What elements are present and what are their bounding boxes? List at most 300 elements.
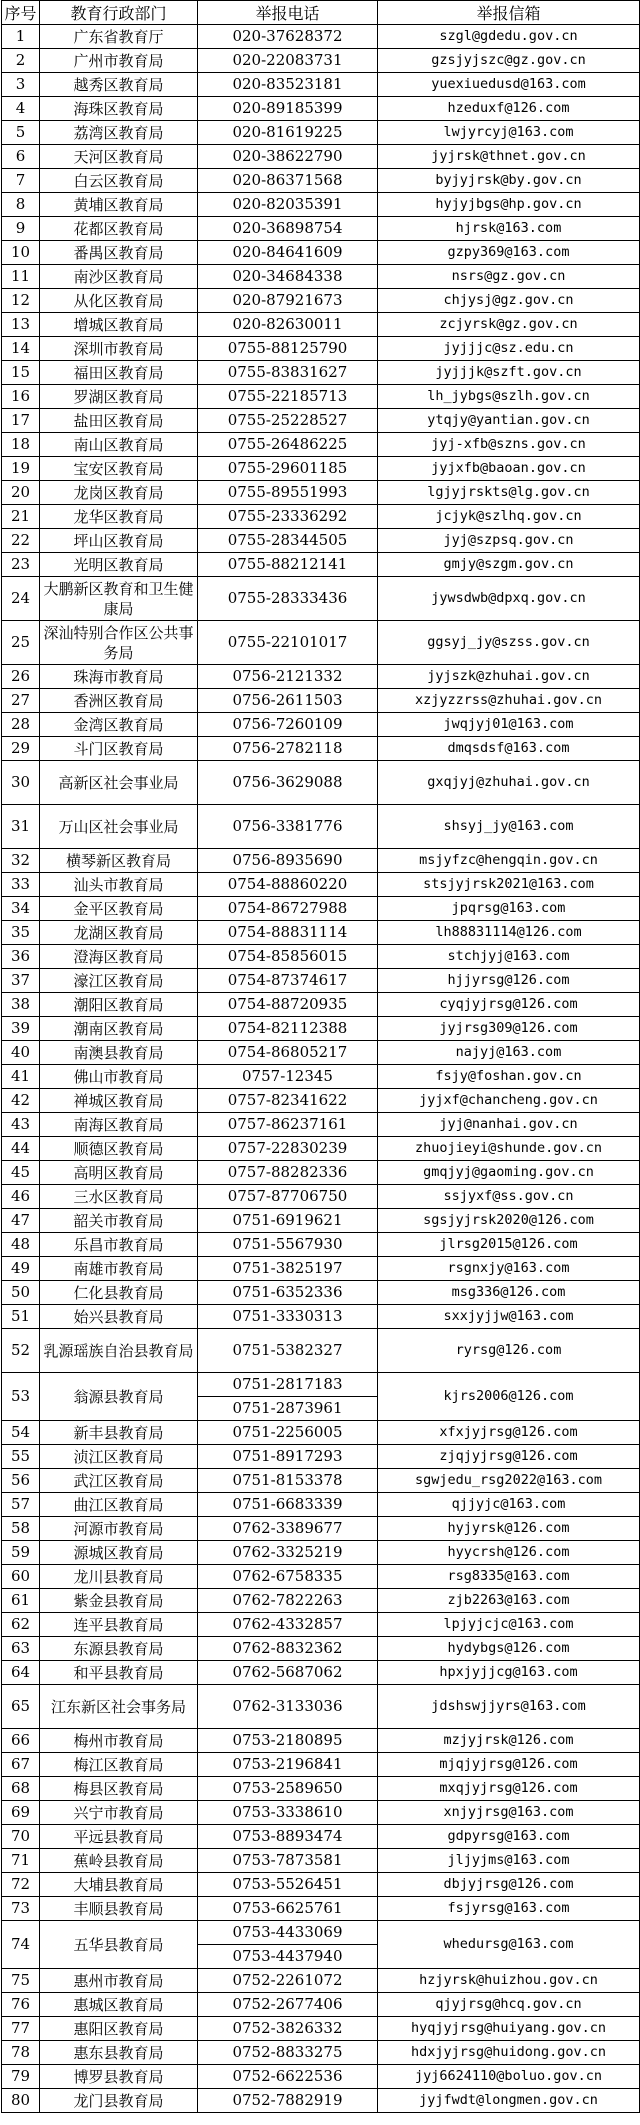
table-row [2, 1185, 640, 1209]
report-email: hpxjyjjcg@163.com [378, 1661, 640, 1685]
department-name: 平远县教育局 [40, 1825, 198, 1849]
table-row [2, 1017, 640, 1041]
department-name: 东源县教育局 [40, 1637, 198, 1661]
table-row [2, 1589, 640, 1613]
table-row [2, 1565, 640, 1589]
row-number: 49 [2, 1257, 40, 1281]
department-name: 曲江区教育局 [40, 1493, 198, 1517]
row-number: 61 [2, 1589, 40, 1613]
report-phone: 0752-3826332 [198, 2017, 378, 2041]
report-phone: 0755-25228527 [198, 409, 378, 433]
row-number: 11 [2, 265, 40, 289]
table-row [2, 553, 640, 577]
table-row [2, 385, 640, 409]
report-phone: 0752-7882919 [198, 2089, 378, 2113]
department-name: 大埔县教育局 [40, 1873, 198, 1897]
row-number: 76 [2, 1993, 40, 2017]
department-name: 惠阳区教育局 [40, 2017, 198, 2041]
row-number: 45 [2, 1161, 40, 1185]
table-row [2, 529, 640, 553]
report-phone: 0751-6919621 [198, 1209, 378, 1233]
report-email: sxxjyjjw@163.com [378, 1305, 640, 1329]
department-name: 光明区教育局 [40, 553, 198, 577]
row-number: 80 [2, 2089, 40, 2113]
row-number: 3 [2, 73, 40, 97]
table-row [2, 25, 640, 49]
report-email: szgl@gdedu.gov.cn [378, 25, 640, 49]
report-email: jdshswjjyrs@163.com [378, 1685, 640, 1729]
row-number: 48 [2, 1233, 40, 1257]
report-email: gmqjyj@gaoming.gov.cn [378, 1161, 640, 1185]
department-name: 始兴县教育局 [40, 1305, 198, 1329]
table-row [2, 849, 640, 873]
department-name: 濠江区教育局 [40, 969, 198, 993]
table-row [2, 217, 640, 241]
report-phone: 0751-2256005 [198, 1421, 378, 1445]
report-phone: 0753-2589650 [198, 1777, 378, 1801]
table-row [2, 457, 640, 481]
row-number: 67 [2, 1753, 40, 1777]
report-email: lwjyrcyj@163.com [378, 121, 640, 145]
row-number: 31 [2, 805, 40, 849]
report-phone: 0752-2261072 [198, 1969, 378, 1993]
department-name: 福田区教育局 [40, 361, 198, 385]
report-phone: 0751-6683339 [198, 1493, 378, 1517]
table-row [2, 1993, 640, 2017]
report-email: mjqjyjrsg@126.com [378, 1753, 640, 1777]
table-row [2, 1065, 640, 1089]
department-name: 乳源瑶族自治县教育局 [40, 1329, 198, 1373]
department-name: 南雄市教育局 [40, 1257, 198, 1281]
row-number: 47 [2, 1209, 40, 1233]
table-row [2, 145, 640, 169]
row-number: 60 [2, 1565, 40, 1589]
table-row [2, 1305, 640, 1329]
row-number: 70 [2, 1825, 40, 1849]
report-email: hjrsk@163.com [378, 217, 640, 241]
row-number: 5 [2, 121, 40, 145]
row-number: 40 [2, 1041, 40, 1065]
report-phone: 0757-22830239 [198, 1137, 378, 1161]
table-row [2, 993, 640, 1017]
report-email: zjqjyjrsg@126.com [378, 1445, 640, 1469]
header-email: 举报信箱 [378, 1, 640, 25]
row-number: 25 [2, 621, 40, 665]
report-phone: 0756-2782118 [198, 737, 378, 761]
report-email: jyjszk@zhuhai.gov.cn [378, 665, 640, 689]
department-name: 天河区教育局 [40, 145, 198, 169]
department-name: 白云区教育局 [40, 169, 198, 193]
table-header [2, 1, 640, 25]
report-phone: 0751-6352336 [198, 1281, 378, 1305]
report-email: sgsjyjrsk2020@126.com [378, 1209, 640, 1233]
report-email: stchjyj@163.com [378, 945, 640, 969]
report-phone: 020-86371568 [198, 169, 378, 193]
report-email: ggsyj_jy@szss.gov.cn [378, 621, 640, 665]
report-phone: 0751-8917293 [198, 1445, 378, 1469]
department-name: 金湾区教育局 [40, 713, 198, 737]
row-number: 29 [2, 737, 40, 761]
report-phone: 0755-29601185 [198, 457, 378, 481]
department-name: 惠州市教育局 [40, 1969, 198, 1993]
department-name: 南山区教育局 [40, 433, 198, 457]
row-number: 50 [2, 1281, 40, 1305]
row-number: 22 [2, 529, 40, 553]
report-email: yuexiuedusd@163.com [378, 73, 640, 97]
row-number: 78 [2, 2041, 40, 2065]
row-number: 57 [2, 1493, 40, 1517]
department-name: 博罗县教育局 [40, 2065, 198, 2089]
table-row [2, 1969, 640, 1993]
report-email: hyycrsh@126.com [378, 1541, 640, 1565]
table-row [2, 313, 640, 337]
table-row [2, 1113, 640, 1137]
report-email: hyjyrsk@126.com [378, 1517, 640, 1541]
row-number: 41 [2, 1065, 40, 1089]
report-phone: 020-22083731 [198, 49, 378, 73]
report-phone: 0755-88125790 [198, 337, 378, 361]
table-row [2, 1801, 640, 1825]
report-phone: 0757-86237161 [198, 1113, 378, 1137]
department-name: 越秀区教育局 [40, 73, 198, 97]
table-row [2, 1613, 640, 1637]
department-name: 番禺区教育局 [40, 241, 198, 265]
report-email: jyjjjk@szft.gov.cn [378, 361, 640, 385]
row-number: 37 [2, 969, 40, 993]
table-row [2, 1493, 640, 1517]
table-row [2, 1421, 640, 1445]
row-number: 51 [2, 1305, 40, 1329]
department-name: 禅城区教育局 [40, 1089, 198, 1113]
department-name: 坪山区教育局 [40, 529, 198, 553]
table-row [2, 1541, 640, 1565]
department-name: 从化区教育局 [40, 289, 198, 313]
report-phone: 0757-88282336 [198, 1161, 378, 1185]
row-number: 63 [2, 1637, 40, 1661]
report-email: ytqjy@yantian.gov.cn [378, 409, 640, 433]
table-row [2, 1897, 640, 1921]
report-phone: 0762-8832362 [198, 1637, 378, 1661]
report-email: qjjyjc@163.com [378, 1493, 640, 1517]
report-phone: 0755-22185713 [198, 385, 378, 409]
row-number: 34 [2, 897, 40, 921]
department-name: 香洲区教育局 [40, 689, 198, 713]
row-number: 56 [2, 1469, 40, 1493]
table-row [2, 577, 640, 621]
report-phone: 0755-88212141 [198, 553, 378, 577]
table-row [2, 1281, 640, 1305]
row-number: 74 [2, 1921, 40, 1969]
report-email: jyj6624110@boluo.gov.cn [378, 2065, 640, 2089]
report-email: hyqjyjrsg@huiyang.gov.cn [378, 2017, 640, 2041]
department-name: 兴宁市教育局 [40, 1801, 198, 1825]
row-number: 77 [2, 2017, 40, 2041]
department-name: 仁化县教育局 [40, 1281, 198, 1305]
report-phone: 0755-28344505 [198, 529, 378, 553]
table-row [2, 1517, 640, 1541]
department-name: 翁源县教育局 [40, 1373, 198, 1421]
report-email: kjrs2006@126.com [378, 1373, 640, 1421]
report-phone: 020-36898754 [198, 217, 378, 241]
report-phone: 0754-88720935 [198, 993, 378, 1017]
table-row [2, 1777, 640, 1801]
department-name: 梅州市教育局 [40, 1729, 198, 1753]
row-number: 36 [2, 945, 40, 969]
report-email: jpqrsg@163.com [378, 897, 640, 921]
table-row [2, 2017, 640, 2041]
row-number: 55 [2, 1445, 40, 1469]
table-row [2, 265, 640, 289]
department-name: 丰顺县教育局 [40, 1897, 198, 1921]
table-row [2, 2065, 640, 2089]
table-row [2, 2089, 640, 2113]
department-name: 广东省教育厅 [40, 25, 198, 49]
report-phone: 020-82630011 [198, 313, 378, 337]
department-name: 连平县教育局 [40, 1613, 198, 1637]
report-email: msjyfzc@hengqin.gov.cn [378, 849, 640, 873]
report-email: jlrsg2015@126.com [378, 1233, 640, 1257]
report-email: zjb2263@163.com [378, 1589, 640, 1613]
row-number: 30 [2, 761, 40, 805]
row-number: 64 [2, 1661, 40, 1685]
report-phone: 0751-5567930 [198, 1233, 378, 1257]
report-phone: 0753-8893474 [198, 1825, 378, 1849]
table-row [2, 873, 640, 897]
department-name: 江东新区社会事务局 [40, 1685, 198, 1729]
row-number: 79 [2, 2065, 40, 2089]
department-name: 惠城区教育局 [40, 1993, 198, 2017]
department-name: 珠海市教育局 [40, 665, 198, 689]
header-phone: 举报电话 [198, 1, 378, 25]
report-email: byjyjrsk@by.gov.cn [378, 169, 640, 193]
table-row [2, 689, 640, 713]
department-name: 新丰县教育局 [40, 1421, 198, 1445]
report-email: gmjy@szgm.gov.cn [378, 553, 640, 577]
department-name: 深汕特别合作区公共事务局 [40, 621, 198, 665]
department-name: 万山区社会事业局 [40, 805, 198, 849]
report-email: jyj@szpsq.gov.cn [378, 529, 640, 553]
department-name: 横琴新区教育局 [40, 849, 198, 873]
department-name: 宝安区教育局 [40, 457, 198, 481]
row-number: 65 [2, 1685, 40, 1729]
report-email: najyj@163.com [378, 1041, 640, 1065]
row-number: 21 [2, 505, 40, 529]
department-name: 龙川县教育局 [40, 1565, 198, 1589]
department-name: 黄埔区教育局 [40, 193, 198, 217]
row-number: 71 [2, 1849, 40, 1873]
report-email: jwqjyj01@163.com [378, 713, 640, 737]
report-email: jyjrsk@thnet.gov.cn [378, 145, 640, 169]
row-number: 39 [2, 1017, 40, 1041]
header-no: 序号 [2, 1, 40, 25]
row-number: 17 [2, 409, 40, 433]
report-email: rsg8335@163.com [378, 1565, 640, 1589]
report-email: hzeduxf@126.com [378, 97, 640, 121]
table-row [2, 1469, 640, 1493]
row-number: 9 [2, 217, 40, 241]
report-phone: 020-37628372 [198, 25, 378, 49]
report-contact-table [1, 0, 640, 2113]
row-number: 44 [2, 1137, 40, 1161]
header-row [2, 1, 640, 25]
report-phone: 0753-4433069 [198, 1921, 378, 1945]
report-email: fsjyrsg@163.com [378, 1897, 640, 1921]
row-number: 13 [2, 313, 40, 337]
report-phone: 0755-83831627 [198, 361, 378, 385]
report-phone: 0755-26486225 [198, 433, 378, 457]
report-email: hyjyjbgs@hp.gov.cn [378, 193, 640, 217]
report-phone: 020-84641609 [198, 241, 378, 265]
row-number: 4 [2, 97, 40, 121]
report-phone: 0752-2677406 [198, 1993, 378, 2017]
report-email: msg336@126.com [378, 1281, 640, 1305]
report-phone: 0754-87374617 [198, 969, 378, 993]
row-number: 69 [2, 1801, 40, 1825]
report-email: hydybgs@126.com [378, 1637, 640, 1661]
report-email: mzjyjrsk@126.com [378, 1729, 640, 1753]
report-email: fsjy@foshan.gov.cn [378, 1065, 640, 1089]
report-phone: 0757-82341622 [198, 1089, 378, 1113]
row-number: 53 [2, 1373, 40, 1421]
table-row [2, 1373, 640, 1397]
department-name: 荔湾区教育局 [40, 121, 198, 145]
table-row [2, 97, 640, 121]
department-name: 龙华区教育局 [40, 505, 198, 529]
report-phone: 0753-2180895 [198, 1729, 378, 1753]
row-number: 19 [2, 457, 40, 481]
table-row [2, 169, 640, 193]
row-number: 46 [2, 1185, 40, 1209]
row-number: 38 [2, 993, 40, 1017]
table-row [2, 1753, 640, 1777]
report-phone: 0751-3825197 [198, 1257, 378, 1281]
row-number: 10 [2, 241, 40, 265]
report-email: xnjyjrsg@163.com [378, 1801, 640, 1825]
table-row [2, 1137, 640, 1161]
report-email: zcjyrsk@gz.gov.cn [378, 313, 640, 337]
table-row [2, 761, 640, 805]
report-phone: 0762-3389677 [198, 1517, 378, 1541]
row-number: 73 [2, 1897, 40, 1921]
row-number: 2 [2, 49, 40, 73]
report-email: sgwjedu_rsg2022@163.com [378, 1469, 640, 1493]
report-email: gzpy369@163.com [378, 241, 640, 265]
report-phone: 0754-88831114 [198, 921, 378, 945]
table-row [2, 897, 640, 921]
table-row [2, 1233, 640, 1257]
row-number: 7 [2, 169, 40, 193]
report-email: xzjyzzrss@zhuhai.gov.cn [378, 689, 640, 713]
department-name: 南海区教育局 [40, 1113, 198, 1137]
report-email: gdpyrsg@163.com [378, 1825, 640, 1849]
row-number: 12 [2, 289, 40, 313]
report-phone: 0753-7873581 [198, 1849, 378, 1873]
report-email: jywsdwb@dpxq.gov.cn [378, 577, 640, 621]
table-row [2, 1329, 640, 1373]
report-phone: 0756-3381776 [198, 805, 378, 849]
table-row [2, 505, 640, 529]
department-name: 韶关市教育局 [40, 1209, 198, 1233]
row-number: 32 [2, 849, 40, 873]
report-phone: 0754-85856015 [198, 945, 378, 969]
department-name: 深圳市教育局 [40, 337, 198, 361]
report-phone: 0753-3338610 [198, 1801, 378, 1825]
department-name: 罗湖区教育局 [40, 385, 198, 409]
table-row [2, 921, 640, 945]
report-phone: 020-89185399 [198, 97, 378, 121]
report-phone: 0751-2817183 [198, 1373, 378, 1397]
report-email: jyj-xfb@szns.gov.cn [378, 433, 640, 457]
table-row [2, 337, 640, 361]
department-name: 和平县教育局 [40, 1661, 198, 1685]
department-name: 广州市教育局 [40, 49, 198, 73]
row-number: 59 [2, 1541, 40, 1565]
report-phone: 0754-86727988 [198, 897, 378, 921]
report-phone: 0751-8153378 [198, 1469, 378, 1493]
table-row [2, 193, 640, 217]
report-phone: 0762-5687062 [198, 1661, 378, 1685]
table-row [2, 1089, 640, 1113]
report-email: jyjrsg309@126.com [378, 1017, 640, 1041]
report-phone: 020-83523181 [198, 73, 378, 97]
row-number: 18 [2, 433, 40, 457]
department-name: 南沙区教育局 [40, 265, 198, 289]
report-email: jyj@nanhai.gov.cn [378, 1113, 640, 1137]
row-number: 54 [2, 1421, 40, 1445]
report-email: ssjyxf@ss.gov.cn [378, 1185, 640, 1209]
report-phone: 0762-3325219 [198, 1541, 378, 1565]
report-email: nsrs@gz.gov.cn [378, 265, 640, 289]
report-email: dmqsdsf@163.com [378, 737, 640, 761]
row-number: 33 [2, 873, 40, 897]
table-row [2, 49, 640, 73]
table-row [2, 409, 640, 433]
report-email: ryrsg@126.com [378, 1329, 640, 1373]
department-name: 潮阳区教育局 [40, 993, 198, 1017]
table-row [2, 1041, 640, 1065]
row-number: 23 [2, 553, 40, 577]
report-phone: 020-87921673 [198, 289, 378, 313]
row-number: 62 [2, 1613, 40, 1637]
row-number: 66 [2, 1729, 40, 1753]
report-email: jyjxf@chancheng.gov.cn [378, 1089, 640, 1113]
report-phone: 0751-5382327 [198, 1329, 378, 1373]
table-row [2, 481, 640, 505]
report-phone: 0756-8935690 [198, 849, 378, 873]
row-number: 28 [2, 713, 40, 737]
report-phone: 0756-2611503 [198, 689, 378, 713]
row-number: 8 [2, 193, 40, 217]
department-name: 紫金县教育局 [40, 1589, 198, 1613]
table-row [2, 121, 640, 145]
department-name: 龙岗区教育局 [40, 481, 198, 505]
report-phone: 0753-2196841 [198, 1753, 378, 1777]
table-row [2, 73, 640, 97]
department-name: 龙湖区教育局 [40, 921, 198, 945]
report-email: stsjyjrsk2021@163.com [378, 873, 640, 897]
report-phone: 0751-2873961 [198, 1397, 378, 1421]
report-phone: 020-82035391 [198, 193, 378, 217]
department-name: 金平区教育局 [40, 897, 198, 921]
report-email: gzsjyjszc@gz.gov.cn [378, 49, 640, 73]
report-phone: 0754-86805217 [198, 1041, 378, 1065]
table-row [2, 1849, 640, 1873]
report-email: mxqjyjrsg@126.com [378, 1777, 640, 1801]
report-phone: 0756-2121332 [198, 665, 378, 689]
department-name: 梅江区教育局 [40, 1753, 198, 1777]
table-row [2, 241, 640, 265]
department-name: 三水区教育局 [40, 1185, 198, 1209]
